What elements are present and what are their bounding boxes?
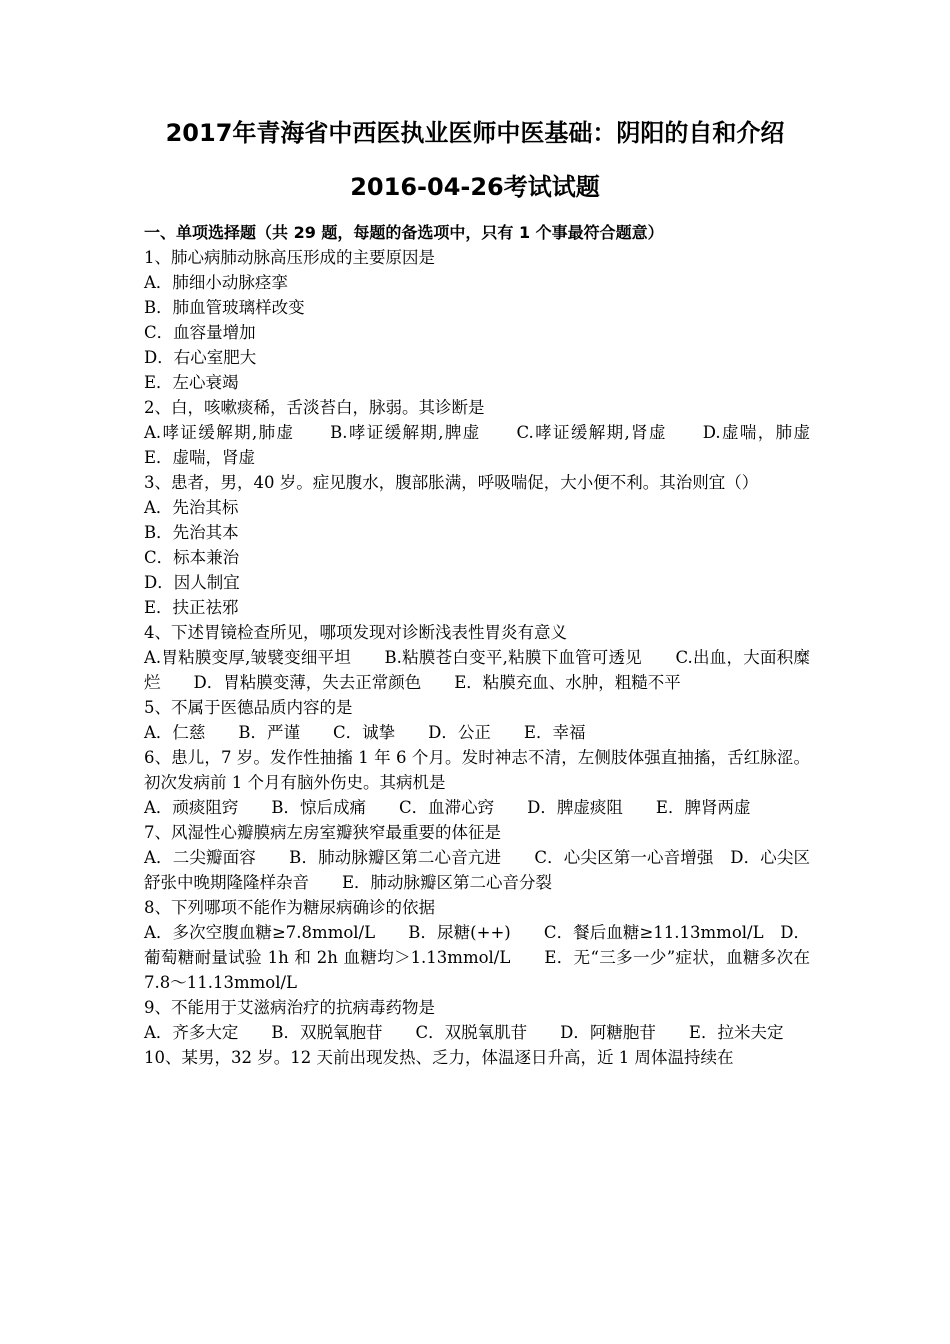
question-1-option-b: B．肺血管玻璃样改变 [144, 298, 305, 317]
document-title-line-1: 2017年青海省中西医执业医师中医基础：阴阳的自和介绍 [165, 119, 785, 147]
question-8-options: A．多次空腹血糖≥7.8mmol/L B．尿糖(++) C．餐后血糖≥11.13mmol/L D．葡萄糖耐量试验 1h 和 2h 血糖均＞1.13mmol/L E．无“三多一少”症状，血糖多次在 7.8～11.13mmol/L [144, 923, 810, 992]
document-body [144, 220, 843, 1070]
question-3-option-b: B．先治其本 [144, 523, 239, 542]
question-10-stem: 10、某男，32 岁。12 天前出现发热、乏力，体温逐日升高，近 1 周体温持续在 [144, 1048, 734, 1067]
document-title-line-2: 2016-04-26考试试题 [350, 173, 600, 201]
question-6-stem: 6、患儿，7 岁。发作性抽搐 1 年 6 个月。发时神志不清，左侧肢体强直抽搐，舌红脉涩。初次发病前 1 个月有脑外伤史。其病机是 [144, 748, 810, 792]
question-1-stem: 1、肺心病肺动脉高压形成的主要原因是 [144, 248, 435, 267]
question-7-options: A．二尖瓣面容 B．肺动脉瓣区第二心音亢进 C．心尖区第一心音增强 D．心尖区舒张中晚期隆隆样杂音 E．肺动脉瓣区第二心音分裂 [144, 848, 810, 892]
question-4-stem: 4、下述胃镜检查所见，哪项发现对诊断浅表性胃炎有意义 [144, 623, 567, 642]
section-heading: 一、单项选择题（共 29 题，每题的备选项中，只有 1 个事最符合题意） [144, 223, 664, 242]
question-9-options: A．齐多大定 B．双脱氧胞苷 C．双脱氧肌苷 D．阿糖胞苷 E．拉米夫定 [144, 1023, 784, 1042]
question-5-options: A．仁慈 B．严谨 C．诚挚 D．公正 E．幸福 [144, 723, 586, 742]
question-8-stem: 8、下列哪项不能作为糖尿病确诊的依据 [144, 898, 435, 917]
question-9-stem: 9、不能用于艾滋病治疗的抗病毒药物是 [144, 998, 435, 1017]
question-2-stem: 2、白，咳嗽痰稀，舌淡苔白，脉弱。其诊断是 [144, 398, 485, 417]
question-4-options: A.胃粘膜变厚,皱襞变细平坦 B.粘膜苍白变平,粘膜下血管可透见 C.出血，大面积糜烂 D．胃粘膜变薄，失去正常颜色 E．粘膜充血、水肿，粗糙不平 [144, 648, 810, 692]
question-3-option-a: A．先治其标 [144, 498, 239, 517]
question-1-option-e: E．左心衰竭 [144, 373, 239, 392]
question-2-options: A.哮证缓解期,肺虚 B.哮证缓解期,脾虚 C.哮证缓解期,肾虚 D.虚喘，肺虚 E．虚喘，肾虚 [144, 423, 843, 467]
question-3-option-c: C．标本兼治 [144, 548, 240, 567]
question-3-stem: 3、患者，男，40 岁。症见腹水，腹部胀满，呼吸喘促，大小便不利。其治则宜（） [144, 473, 759, 492]
question-1-option-c: C．血容量增加 [144, 323, 256, 342]
question-3-option-e: E．扶正祛邪 [144, 598, 239, 617]
question-3-option-d: D．因人制宜 [144, 573, 240, 592]
question-1-option-d: D．右心室肥大 [144, 348, 257, 367]
question-6-options: A．顽痰阻窍 B．惊后成痛 C．血滞心窍 D．脾虚痰阻 E．脾肾两虚 [144, 798, 751, 817]
question-1-option-a: A．肺细小动脉痉挛 [144, 273, 288, 292]
question-5-stem: 5、不属于医德品质内容的是 [144, 698, 353, 717]
question-7-stem: 7、风湿性心瓣膜病左房室瓣狭窄最重要的体征是 [144, 823, 501, 842]
